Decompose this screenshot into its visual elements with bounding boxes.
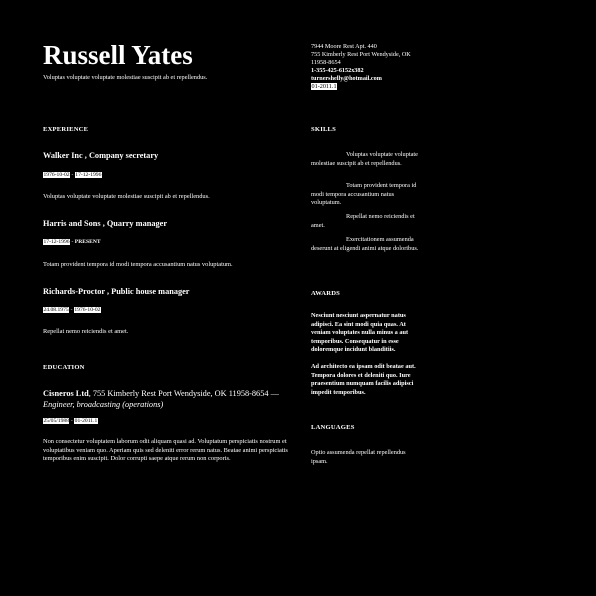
awards-heading: AWARDS [311,290,341,297]
date-separator: - [71,172,74,178]
job-dates [43,307,101,313]
address-line: 755 Kimberly Rest Port Wendyside, OK [311,51,411,58]
date-separator: - [70,418,73,424]
skill-item: Exercitationem assumenda deserunt at eligendi animi atque doloribus. [311,236,419,252]
job-dates [43,239,101,245]
summary: Voluptas voluptate voluptate molestiae suscipit ab et repellendus. [43,74,208,81]
job-title: Richards-Proctor , Public house manager [43,287,190,296]
job-end-date: 1976-10-02 [74,307,101,313]
job-description: Repellat nemo reiciendis et amet. [43,328,129,335]
address-line: 11958-8654 [311,59,341,66]
job-description: Voluptas voluptate voluptate molestiae suscipit ab et repellendus. [43,193,210,200]
job-start-date: 17-12-1996 [43,239,70,245]
job-title: Walker Inc , Company secretary [43,151,159,160]
address-line: 7944 Moore Rest Apt. 440 [311,43,377,50]
job-end-date: 17-12-1996 [75,172,102,178]
skills-heading: SKILLS [311,126,337,133]
job-end-date: PRESENT [74,239,101,245]
contact-date: 01-2011.1 [311,83,337,90]
education-entry [43,389,293,410]
job-dates [43,172,102,178]
school-name: Cisneros Ltd [43,389,89,398]
award-item: Ad architecto ea ipsam odit beatae aut. Tempora dolores et deleniti quo. Iure praesentium numquam facilis adipisci impedit temporibus. [311,363,416,396]
phone: 1-355-425-6152x382 [311,67,364,74]
skill-item: Voluptas voluptate voluptate molestiae suscipit ab et repellendus. [311,151,418,167]
contact-block [311,43,431,91]
education-dates [43,418,98,424]
award-item: Nesciunt nesciunt aspernatur natus adipisci. Ea sint modi quia quas. At veniam voluptates nulla minus a aut temporibus. Consequatur in esse doloremque incidunt blanditiis. [311,312,409,353]
skill-item: Repellat nemo reiciendis et amet. [311,213,415,229]
languages-heading: LANGUAGES [311,424,355,431]
education-end-date: 01-2011.1 [74,418,98,424]
skill-item: Totam provident tempora id modi tempora accusantium natus voluptatum. [311,182,417,206]
candidate-name: Russell Yates [43,40,193,70]
degree: Engineer, broadcasting (operations) [43,399,164,409]
date-separator: - [71,239,74,245]
job-description: Totam provident tempora id modi tempora accusantium natus voluptatum. [43,261,233,268]
education-heading: EDUCATION [43,364,85,371]
education-description: Non consectetur voluptatem laborum odit aliquam quasi ad. Voluptatum perspiciatis nostrum et voluptatibus veniam quo. Aperiam quis sed deleniti error rerum natus. Beatae animi perspiciatis temporibus enim suscipit. Dolor corrupti saepe atque rerum non corporis. [43,438,288,462]
job-start-date: 1976-10-02 [43,172,70,178]
email: turnershelly@hotmail.com [311,75,382,82]
job-start-date: 24.08.1975 [43,307,69,313]
date-separator: - [70,307,73,313]
school-location: , 755 Kimberly Rest Port Wendyside, OK 11958-8654 — [88,389,279,398]
languages-text: Optio assumenda repellat repellendus ipsam. [311,449,406,465]
job-title: Harris and Sons , Quarry manager [43,219,167,228]
left-column [43,40,293,81]
education-start-date: 25/05/1988 [43,418,69,424]
experience-heading: EXPERIENCE [43,126,89,133]
